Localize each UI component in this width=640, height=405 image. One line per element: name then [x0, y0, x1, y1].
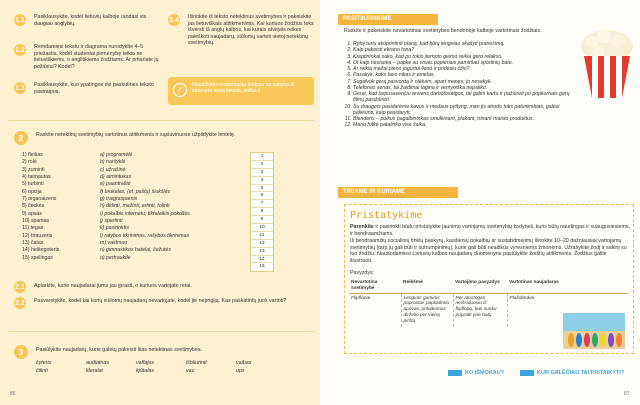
term: f) brukalas, (el. paštu) šiukšlės: [100, 188, 171, 195]
word: vaibas: [236, 360, 252, 366]
grid-cell[interactable]: 12: [251, 240, 273, 248]
exercise-list: [342, 41, 574, 129]
task-number: 2: [14, 131, 28, 145]
page-number: 87: [624, 391, 630, 397]
grid-cell[interactable]: 4: [251, 177, 273, 185]
table-cell: Plaždinukai: [509, 295, 535, 301]
task-number: 3: [14, 345, 28, 359]
term: b) naršyklė: [100, 159, 126, 166]
term: g) traigtasparnis: [100, 196, 138, 203]
bold-word: Parenkite: [350, 224, 374, 230]
task-text: Pasiklausykite, kodėl lietuvių kalboje randasi vis daugiau anglybių.: [34, 14, 147, 27]
term: 12) brauzeris: [22, 232, 53, 239]
task3-section: [6, 338, 316, 388]
button-label: KO IŠMOKAU?: [465, 370, 505, 376]
term: n) gimnastikos batelai, čežutės: [100, 247, 171, 254]
term: 5) turbinti: [22, 181, 44, 188]
box-paragraph: [350, 224, 630, 237]
task-text: Raskite netektinų svetimybių vartotinus atitikmenis ir sąsiuvinuose užpildykite lentelę.: [36, 132, 236, 138]
term: d) atmintukas: [100, 174, 132, 181]
grid-cell[interactable]: 13: [251, 248, 273, 256]
word: vau: [186, 368, 195, 374]
table-cell: Lengvas guminis paprastas paplūdimio apavas, prilaikomas dirželio per vieną pirštą: [401, 293, 453, 326]
grid-cell[interactable]: 10: [251, 224, 273, 232]
list-item: 1. Rytoj turiu atsiprintinti planą, kad būtų lengviau skaityti pranešimą.: [353, 41, 574, 47]
term: m) vaidmuo: [100, 240, 128, 247]
lightbulb-icon: ✓: [173, 83, 187, 97]
list-item: 4. Ot kaip nesiseka – papke su visais popieriais pamiršau sportinių bate.: [353, 60, 574, 66]
task-text: Remdamiesi tekstu ir diagrama nurodykite 4–5 priežastis, kodėl studentai pirmenybę teikia ne lietuviškiems, o angliškiems žodžiams. Ar pritariate jų požiūriui? Kodėl?: [34, 44, 159, 70]
box-title: Pristatykime: [350, 210, 423, 221]
term: i) pokalbis internetu; tikralaikis pokalbis: [100, 210, 190, 217]
box-paragraph: Iš bendraamžių socialinių tinklų paskyrų, kasdienių pokalbių ar sustabdmeįimų išrinkite 10–20 dažniausiai vartojamų svetimybių (tarp jų gali būti ir sutrumpinimų), kurie gali būti neaiškūs vyresniems žmonėms. Užrašykite žodį ir sakinį su tuo žodžiu. Naudodamiesi Lietuvių kalbos naujadarų duomenyne pasiūlykite žodžių atitikmenis. Žodžius galite iliustruoti.: [350, 238, 627, 264]
tip-box: [168, 77, 314, 105]
grid-cell[interactable]: 3: [251, 169, 273, 177]
task-number: 1.2: [14, 44, 26, 56]
term: 13) čatas: [22, 240, 44, 247]
table-header: Vartojimo pavyzdys: [453, 279, 507, 293]
divider: [8, 120, 314, 121]
term: 9) apsas: [22, 210, 42, 217]
term: 15) spelingas: [22, 254, 53, 261]
grid-cell[interactable]: 7: [251, 200, 273, 208]
task-text: Iširinkite iš teksto netektinus svetimybes ir pakeiskite jas lietuviškais atitikmenimis. Kai kuriuos žodžius teks išversti iš anglų kalbos, kai kurais atvejais reikes paieškoti naujadarų, siūlomų vartoti vietoj netektinų svetimybių.: [188, 14, 314, 47]
arrow-icon: [520, 370, 534, 376]
learned-button[interactable]: [448, 368, 504, 378]
section-header: TIRIAME IR KURIAME: [338, 187, 458, 198]
word: ups: [236, 368, 245, 374]
term: 10) spamas: [22, 218, 50, 225]
table-header: Reikšmė: [401, 279, 453, 293]
word: čilinti: [36, 368, 48, 374]
list-item: 5. Ar reikia mažai pieno jogurtui lieno ir pridėsiu čilio?: [353, 66, 574, 72]
list-item: 11. Blenderis – puikus pagalbininkas smulkinant, plakant, trinant maisto produktus.: [353, 116, 574, 122]
term: 7) organaizeris: [22, 196, 57, 203]
list-item: 12. Mano fotkė patalinko visa šaika.: [353, 122, 574, 128]
task-text: Pasiklausykite, kuo ypatingos dvi paskutines teksto pastraipos.: [34, 82, 154, 95]
arrow-icon: [448, 370, 462, 376]
task-text: Pasvarstykite, kodėl kai kurių siūlomų naujadarų nevartojate, kodėl jie neprigiją. Kas paskatintų juos vartoti?: [34, 298, 287, 304]
section-header: PASITIKRINKIME: [338, 14, 438, 25]
terms-left-list: [22, 152, 102, 262]
apply-button[interactable]: [520, 368, 624, 378]
term: k) pasirinktis: [100, 225, 129, 232]
list-item: 3. Kreptininkai sako, kad po tokio įtempto geimo reikia gero relakso.: [353, 54, 574, 60]
word: kjūtalas: [136, 368, 154, 374]
tip-text: Naudokitės mokomuoju žodynu su saityba iš interneto www.lietuvių kalba.lt: [192, 82, 295, 95]
list-item: 6. Pasakyk, koks tavo nikas ir emelas.: [353, 72, 574, 78]
button-label: KUR GALĖČIAU TAI PRITAIKYTI?: [537, 370, 625, 376]
task-number: 1.4: [168, 14, 180, 26]
section-intro: Raskite ir pakeiskite nevartotinas svetimybes bendrinėje kalboje vartotinais žodžiais.: [344, 28, 542, 34]
grid-cell[interactable]: 11: [251, 232, 273, 240]
term: 14) heštegoteris: [22, 247, 60, 254]
word: čyteris: [36, 360, 52, 366]
grid-cell[interactable]: 8: [251, 208, 273, 216]
grid-cell[interactable]: 15: [259, 264, 265, 270]
task-number: 2.2: [14, 297, 26, 309]
terms-right-list: [100, 152, 245, 262]
table-cell: Per atostogas neišsiduosiu iš flipflopų, bus sunku pripratti prie batų: [453, 293, 507, 326]
grid-cell[interactable]: 14: [251, 256, 273, 264]
term: 11) tegas: [22, 225, 44, 232]
table-header: Vartotinas naujadaras: [507, 279, 629, 293]
list-item: 10. Su draugeis pasidarėme kavos ir medaus pyttyng, man jis atrodo toks paturėmbias, galėsi paliesinti, kaip pasidaryti.: [353, 104, 574, 117]
word: vaflajus: [136, 360, 154, 366]
divider: [8, 331, 314, 332]
grid-cell[interactable]: 5: [251, 185, 273, 193]
list-item: 2. Kaip pakeisti ekrano foną?: [353, 47, 574, 53]
list-item: 8. Telefonas senas, tai žaidimai lagina ir vemyniška nepaliko.: [353, 85, 574, 91]
term: a) programėlė: [100, 152, 133, 158]
task-text: Aptarkite, kurie naujadarai jums jau įprasti, o kuriuos vartojate retai.: [34, 283, 192, 289]
term: o) pertrauktlė: [100, 254, 131, 261]
grid-cell[interactable]: 1: [251, 153, 273, 161]
page-number: 86: [10, 391, 16, 397]
reflection-bar: [320, 366, 640, 380]
grid-cell[interactable]: 2: [251, 161, 273, 169]
word: išbliurinti: [186, 360, 207, 366]
word: literalai: [86, 368, 103, 374]
term: 6) opcija: [22, 188, 42, 195]
popcorn-illustration: [578, 26, 636, 100]
task-text: Pasiūlykite naujadarų, kurie galėtų pakeisti šias netektinas svetimybes.: [36, 347, 203, 353]
grid-cell[interactable]: 9: [251, 216, 273, 224]
term: 4) taimautas: [22, 174, 51, 181]
term: h) didinti, mažinti; artinti, tolinti: [100, 203, 170, 210]
box-paragraph: Pavyzdys:: [350, 270, 375, 276]
term: 1) fleišas: [22, 152, 43, 158]
grid-cell[interactable]: 6: [251, 192, 273, 200]
term: j) spartinti: [100, 218, 123, 225]
term: 2) rolė: [22, 159, 37, 166]
paragraph-text: ir pasirinkti būdu pristatykite jaunimo vartojamų svetimybių žodyneli, kuris būtų naudingas ir suaugusiesiems, ir bendraamžiams.: [350, 224, 630, 237]
term: e) paantraštė: [100, 181, 131, 188]
task-number: 2.1: [14, 281, 26, 293]
task-number: 1.3: [14, 82, 26, 94]
table-cell: Flipflopai: [349, 293, 401, 326]
term: c) užrašinė: [100, 166, 126, 173]
word: audiatnas: [86, 360, 109, 366]
task-number: 1.1: [14, 14, 26, 26]
table-header: Nevartotina svetimybė: [349, 279, 401, 293]
list-item: 7. Sugalvok gerą pasvordą ir niekam, apart manęs, jo nesakyk.: [353, 79, 574, 85]
term: l) ratybos tikrinimas, rašybos tikrinimas: [100, 232, 190, 239]
flipflops-photo: [563, 313, 625, 349]
term: 8) čeckės: [22, 203, 45, 210]
answer-grid: [250, 152, 274, 272]
term: 3) zuminti: [22, 166, 45, 173]
list-item: 9. Gerai, kad tarpusavenčiu tevams darbotosatgos, tai galim kartu ir pažiūrėti po popkornais gerų filmų pasižiūrėti.: [353, 91, 574, 104]
